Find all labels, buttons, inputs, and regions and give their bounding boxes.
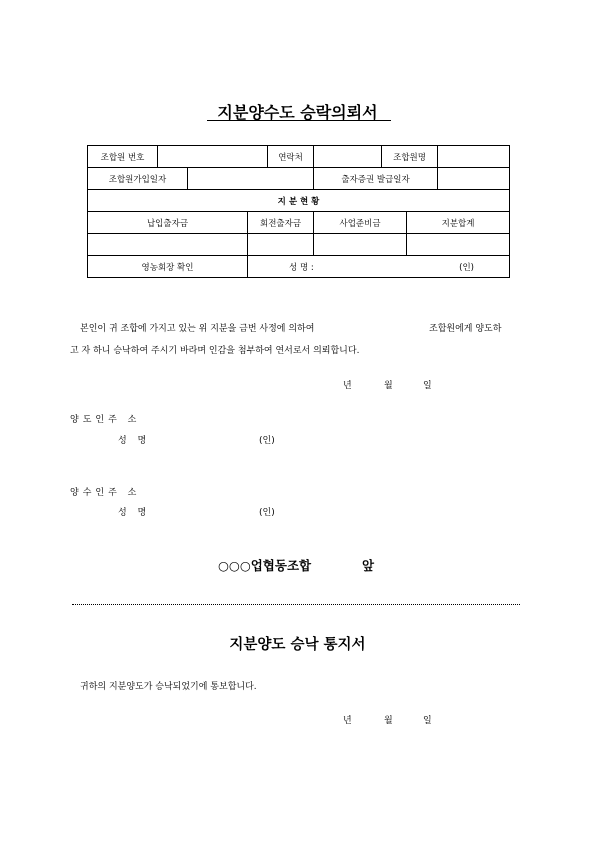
date1-day: 일: [423, 381, 432, 391]
contact-field[interactable]: [314, 146, 382, 168]
table-row: [88, 256, 510, 278]
recipient-org: ○○○업협동조합: [218, 558, 312, 573]
document-title: 지분양수도 승락의뢰서: [217, 103, 378, 122]
confirm-field[interactable]: [248, 256, 510, 278]
recipient-suffix: 앞: [362, 558, 375, 573]
confirm-label: 영농회장 확인: [88, 256, 248, 278]
reserve-value-field[interactable]: [314, 234, 407, 256]
cert-date-label: 출자증권 발급일자: [314, 168, 438, 190]
member-name-label: 조합원명: [382, 146, 438, 168]
confirm-name-label: 성 명 :: [289, 262, 314, 273]
member-name-field[interactable]: [438, 146, 510, 168]
transferee-seal: (인): [259, 508, 275, 518]
member-info-table: [87, 145, 510, 278]
notice-title: 지분양도 승낙 통지서: [229, 637, 366, 653]
status-col-reserve: 사업준비금: [314, 212, 407, 234]
status-col-total: 지분합계: [407, 212, 510, 234]
join-date-field[interactable]: [188, 168, 314, 190]
body-line-1a: 본인이 귀 조합에 가지고 있는 위 지분을 금번 사정에 의하여: [80, 324, 315, 334]
total-value-field[interactable]: [407, 234, 510, 256]
contact-label: 연락처: [268, 146, 314, 168]
transferor-name-label: 성 명: [118, 436, 151, 446]
table-row: [88, 190, 510, 212]
status-header: 지 분 현 황: [88, 190, 510, 212]
table-row: [88, 168, 510, 190]
transferee-address-label: 양수인주 소: [70, 488, 141, 498]
notice-text: 귀하의 지분양도가 승낙되었기에 통보합니다.: [80, 682, 257, 692]
date1-year: 년: [343, 381, 352, 391]
transferor-address-label: 양도인주 소: [70, 415, 141, 425]
table-row: [88, 234, 510, 256]
date2-year: 년: [343, 716, 352, 726]
table-row: [88, 212, 510, 234]
cut-line: [72, 604, 520, 605]
join-date-label: 조합원가입일자: [88, 168, 188, 190]
revolving-value-field[interactable]: [248, 234, 314, 256]
confirm-seal: (인): [459, 262, 474, 273]
table-row: [88, 146, 510, 168]
body-line-1b: 조합원에게 양도하: [429, 324, 502, 334]
transferee-name-label: 성 명: [118, 508, 151, 518]
member-no-label: 조합원 번호: [88, 146, 158, 168]
status-col-paid: 납입출자금: [88, 212, 248, 234]
cert-date-field[interactable]: [438, 168, 510, 190]
status-col-revolving: 회전출자금: [248, 212, 314, 234]
title-underline: [207, 120, 391, 121]
member-no-field[interactable]: [158, 146, 268, 168]
date2-day: 일: [423, 716, 432, 726]
body-line-2: 고 자 하니 승낙하여 주시기 바라며 인감을 첨부하여 연서로서 의뢰합니다.: [70, 346, 360, 356]
paid-value-field[interactable]: [88, 234, 248, 256]
date1-month: 월: [384, 381, 393, 391]
transferor-seal: (인): [259, 436, 275, 446]
date2-month: 월: [384, 716, 393, 726]
